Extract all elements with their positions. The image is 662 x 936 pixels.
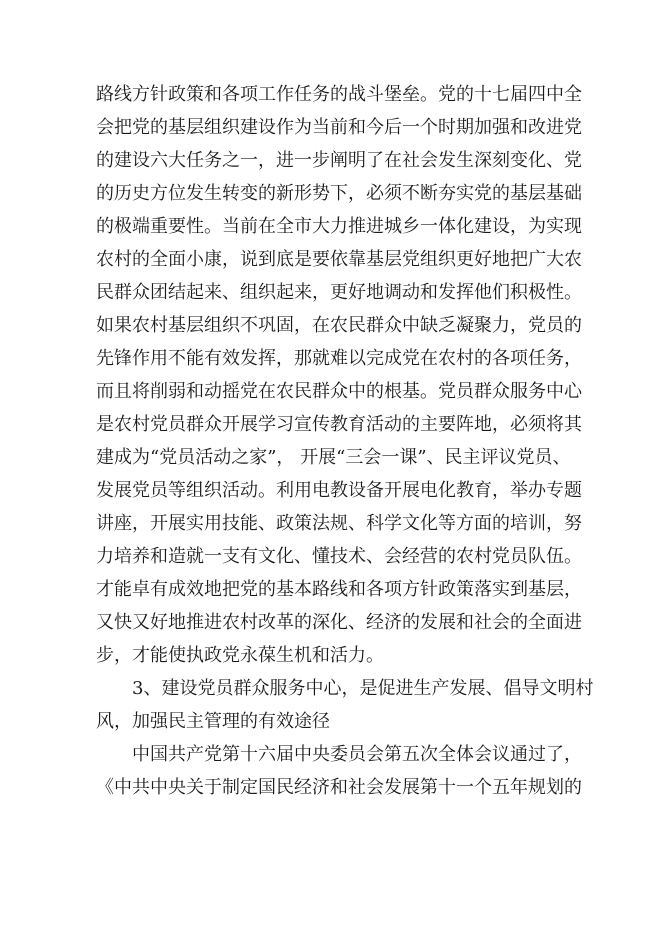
- document-body: [96, 78, 594, 804]
- paragraph-line: 又快又好地推进农村改革的深化、经济的发展和社会的全面进: [96, 612, 582, 633]
- paragraph-line: 的建设六大任务之一，进一步阐明了在社会发生深刻变化、党: [96, 150, 582, 171]
- paragraph-line: 先锋作用不能有效发挥，那就难以完成党在农村的各项任务，: [96, 348, 582, 369]
- paragraph-line: 路线方针政策和各项工作任务的战斗堡垒。党的十七届四中全: [96, 84, 582, 105]
- paragraph-line: 的极端重要性。当前在全市大力推进城乡一体化建设，为实现: [96, 216, 582, 237]
- paragraph-line: 建成为“党员活动之家”， 开展“三会一课”、民主评议党员、: [96, 447, 571, 468]
- paragraph-line: 《中共中央关于制定国民经济和社会发展第十一个五年规划的: [96, 777, 582, 798]
- paragraph-line: 中国共产党第十六届中央委员会第五次全体会议通过了，: [132, 744, 582, 765]
- paragraph-line: 的历史方位发生转变的新形势下，必须不断夯实党的基层基础: [96, 183, 582, 204]
- paragraph-line: 力培养和造就一支有文化、懂技术、会经营的农村党员队伍。: [96, 546, 582, 567]
- paragraph-line: 民群众团结起来、组织起来，更好地调动和发挥他们积极性。: [96, 282, 582, 303]
- section-heading-line: 风，加强民主管理的有效途径: [96, 711, 330, 732]
- section-heading-line: 3、建设党员群众服务中心，是促进生产发展、倡导文明村: [132, 678, 594, 699]
- paragraph-line: 发展党员等组织活动。利用电教设备开展电化教育，举办专题: [96, 480, 582, 501]
- paragraph-line: 会把党的基层组织建设作为当前和今后一个时期加强和改进党: [96, 117, 582, 138]
- paragraph-line: 如果农村基层组织不巩固，在农民群众中缺乏凝聚力，党员的: [96, 315, 582, 336]
- paragraph-line: 而且将削弱和动摇党在农民群众中的根基。党员群众服务中心: [96, 381, 582, 402]
- paragraph-line: 农村的全面小康，说到底是要依靠基层党组织更好地把广大农: [96, 249, 582, 270]
- paragraph-line: 步，才能使执政党永葆生机和活力。: [96, 645, 384, 666]
- paragraph-line: 是农村党员群众开展学习宣传教育活动的主要阵地，必须将其: [96, 414, 582, 435]
- paragraph-line: 才能卓有成效地把党的基本路线和各项方针政策落实到基层，: [96, 579, 582, 600]
- paragraph-line: 讲座，开展实用技能、政策法规、科学文化等方面的培训，努: [96, 513, 582, 534]
